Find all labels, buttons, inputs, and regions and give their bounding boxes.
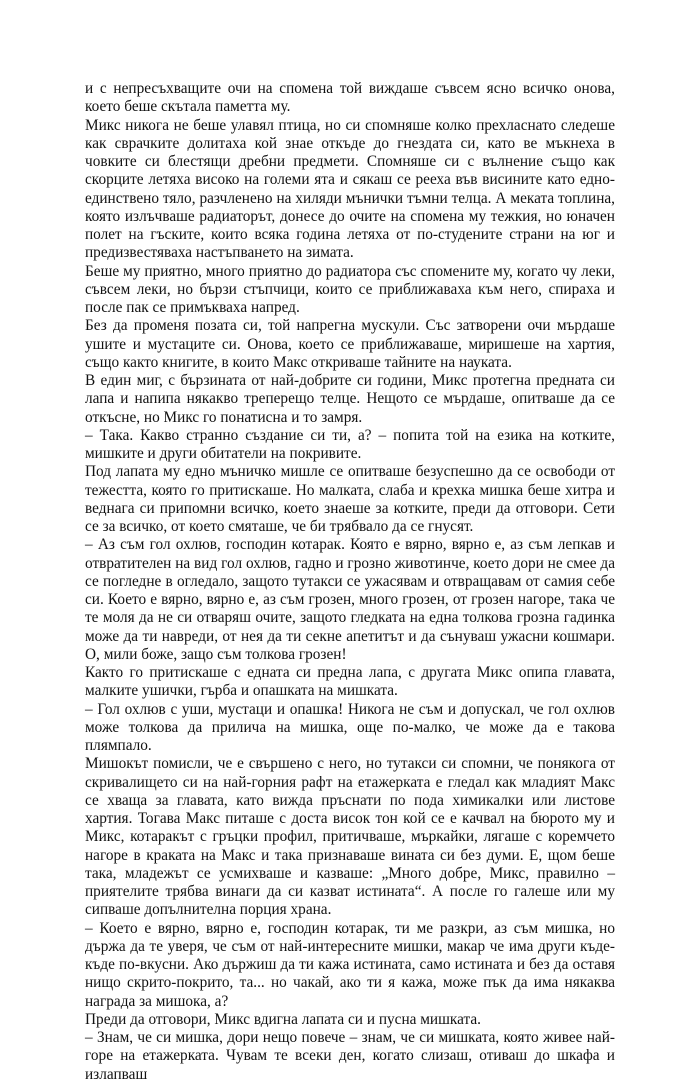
paragraph: Под лапата му едно мъничко мишле се опитваше безуспешно да се освободи от тежестта, която го притискаше. Но малката, слаба и крехка мишка беше хитра и веднага си припомни всичко, което знаеше за котките, преди да отговори. Сети се за всичко, от което смяташе, че би трябвало да се гнусят. — [85, 463, 615, 535]
paragraph: – Знам, че си мишка, дори нещо повече – знам, че си мишката, която живее най-горе на етажерката. Чувам те всеки ден, когато слизаш, отиваш до шкафа и излапваш — [85, 1029, 615, 1083]
paragraph: – Така. Какво странно създание си ти, а? – попита той на езика на котките, мишките и други обитатели на покривите. — [85, 426, 615, 462]
paragraph: Както го притискаше с едната си предна лапа, с другата Микс опипа главата, малките ушички, гърба и опашката на мишката. — [85, 664, 615, 700]
body-text — [85, 80, 615, 1084]
paragraph: – Аз съм гол охлюв, господин котарак. Която е вярно, вярно е, аз съм лепкав и отвратителен на вид гол охлюв, гадно и грозно животинче, което дори не смее да се погледне в огледало, защото тутакси се ужасявам и отвращавам от самия себе си. Което е вярно, вярно е, аз съм грозен, много грозен, от грозен нагоре, така че те моля да не си отваряш очите, защото гледката на една толкова грозна гадинка може да ти навреди, от нея да ти секне апетитът и да сънуваш ужасни кошмари. О, мили боже, защо съм толкова грозен! — [85, 536, 615, 663]
paragraph: – Което е вярно, вярно е, господин котарак, ти ме разкри, аз съм мишка, но държа да те уверя, че съм от най-интересните мишки, макар че има други къде-къде по-вкусни. Ако държиш да ти кажа истината, само истината и без да оставя нищо скрито-покрито, та... но чакай, ако ти я кажа, може пък да има някаква награда за мишока, а? — [85, 919, 615, 1010]
paragraph: Микс никога не беше улавял птица, но си спомняше колко прехласнато следеше как сврачките долитаха кой знае откъде до гнездата си, като ве мъкнеха в човките си блестящи дребни предмети. Спомняше си с вълнение също как скорците летяха високо на големи ята и сякаш се рееха във висините като едно-единствено тяло, разчленено на хиляди мънички тъмни телца. А меката топлина, която излъчваше радиаторът, донесе до очите на спомена му тежкия, но юначен полет на гъските, които всяка година летяха от по-студените страни на юг и предизвестяваха настъпването на зимата. — [85, 116, 615, 262]
paragraph: Беше му приятно, много приятно до радиатора със спомените му, когато чу леки, съвсем леки, но бързи стъпчици, които се приближаваха към него, спираха и после пак се примъкваха напред. — [85, 262, 615, 316]
paragraph: Без да променя позата си, той напрегна мускули. Със затворени очи мърдаше ушите и мустаците си. Онова, което се приближаваше, миришеше на хартия, също както книгите, в които Макс откриваше тайните на науката. — [85, 317, 615, 371]
paragraph: В един миг, с бързината от най-добрите си години, Микс протегна предната си лапа и напипа някакво треперещо телце. Нещото се мърдаше, опитваше да се откъсне, но Микс го понатисна и то замря. — [85, 372, 615, 426]
paragraph: Преди да отговори, Микс вдигна лапата си и пусна мишката. — [85, 1010, 481, 1028]
paragraph: – Гол охлюв с уши, мустаци и опашка! Никога не съм и допускал, че гол охлюв може толкова да прилича на мишка, още по-малко, че може да е такова плямпало. — [85, 700, 615, 754]
paragraph: Мишокът помисли, че е свършено с него, но тутакси си спомни, че понякога от скривалището си на най-горния рафт на етажерката е гледал как младият Макс се хваща за главата, като вижда пръснати по пода химикалки или листове хартия. Тогава Макс питаше с доста висок тон кой се е качвал на бюрото му и Микс, котаракът с гръцки профил, притичваше, мъркайки, лягаше с коремчето нагоре в краката на Макс и така признаваше вината си без думи. Е, щом беше така, младежът се усмихваше и казваше: „Много добре, Микс, правилно – приятелите трябва винаги да си казват истината“. А после го галеше или му сипваше допълнителна порция храна. — [85, 755, 615, 919]
paragraph: и с непресъхващите очи на спомена той виждаше съвсем ясно всичко онова, което беше скътала паметта му. — [85, 80, 615, 116]
